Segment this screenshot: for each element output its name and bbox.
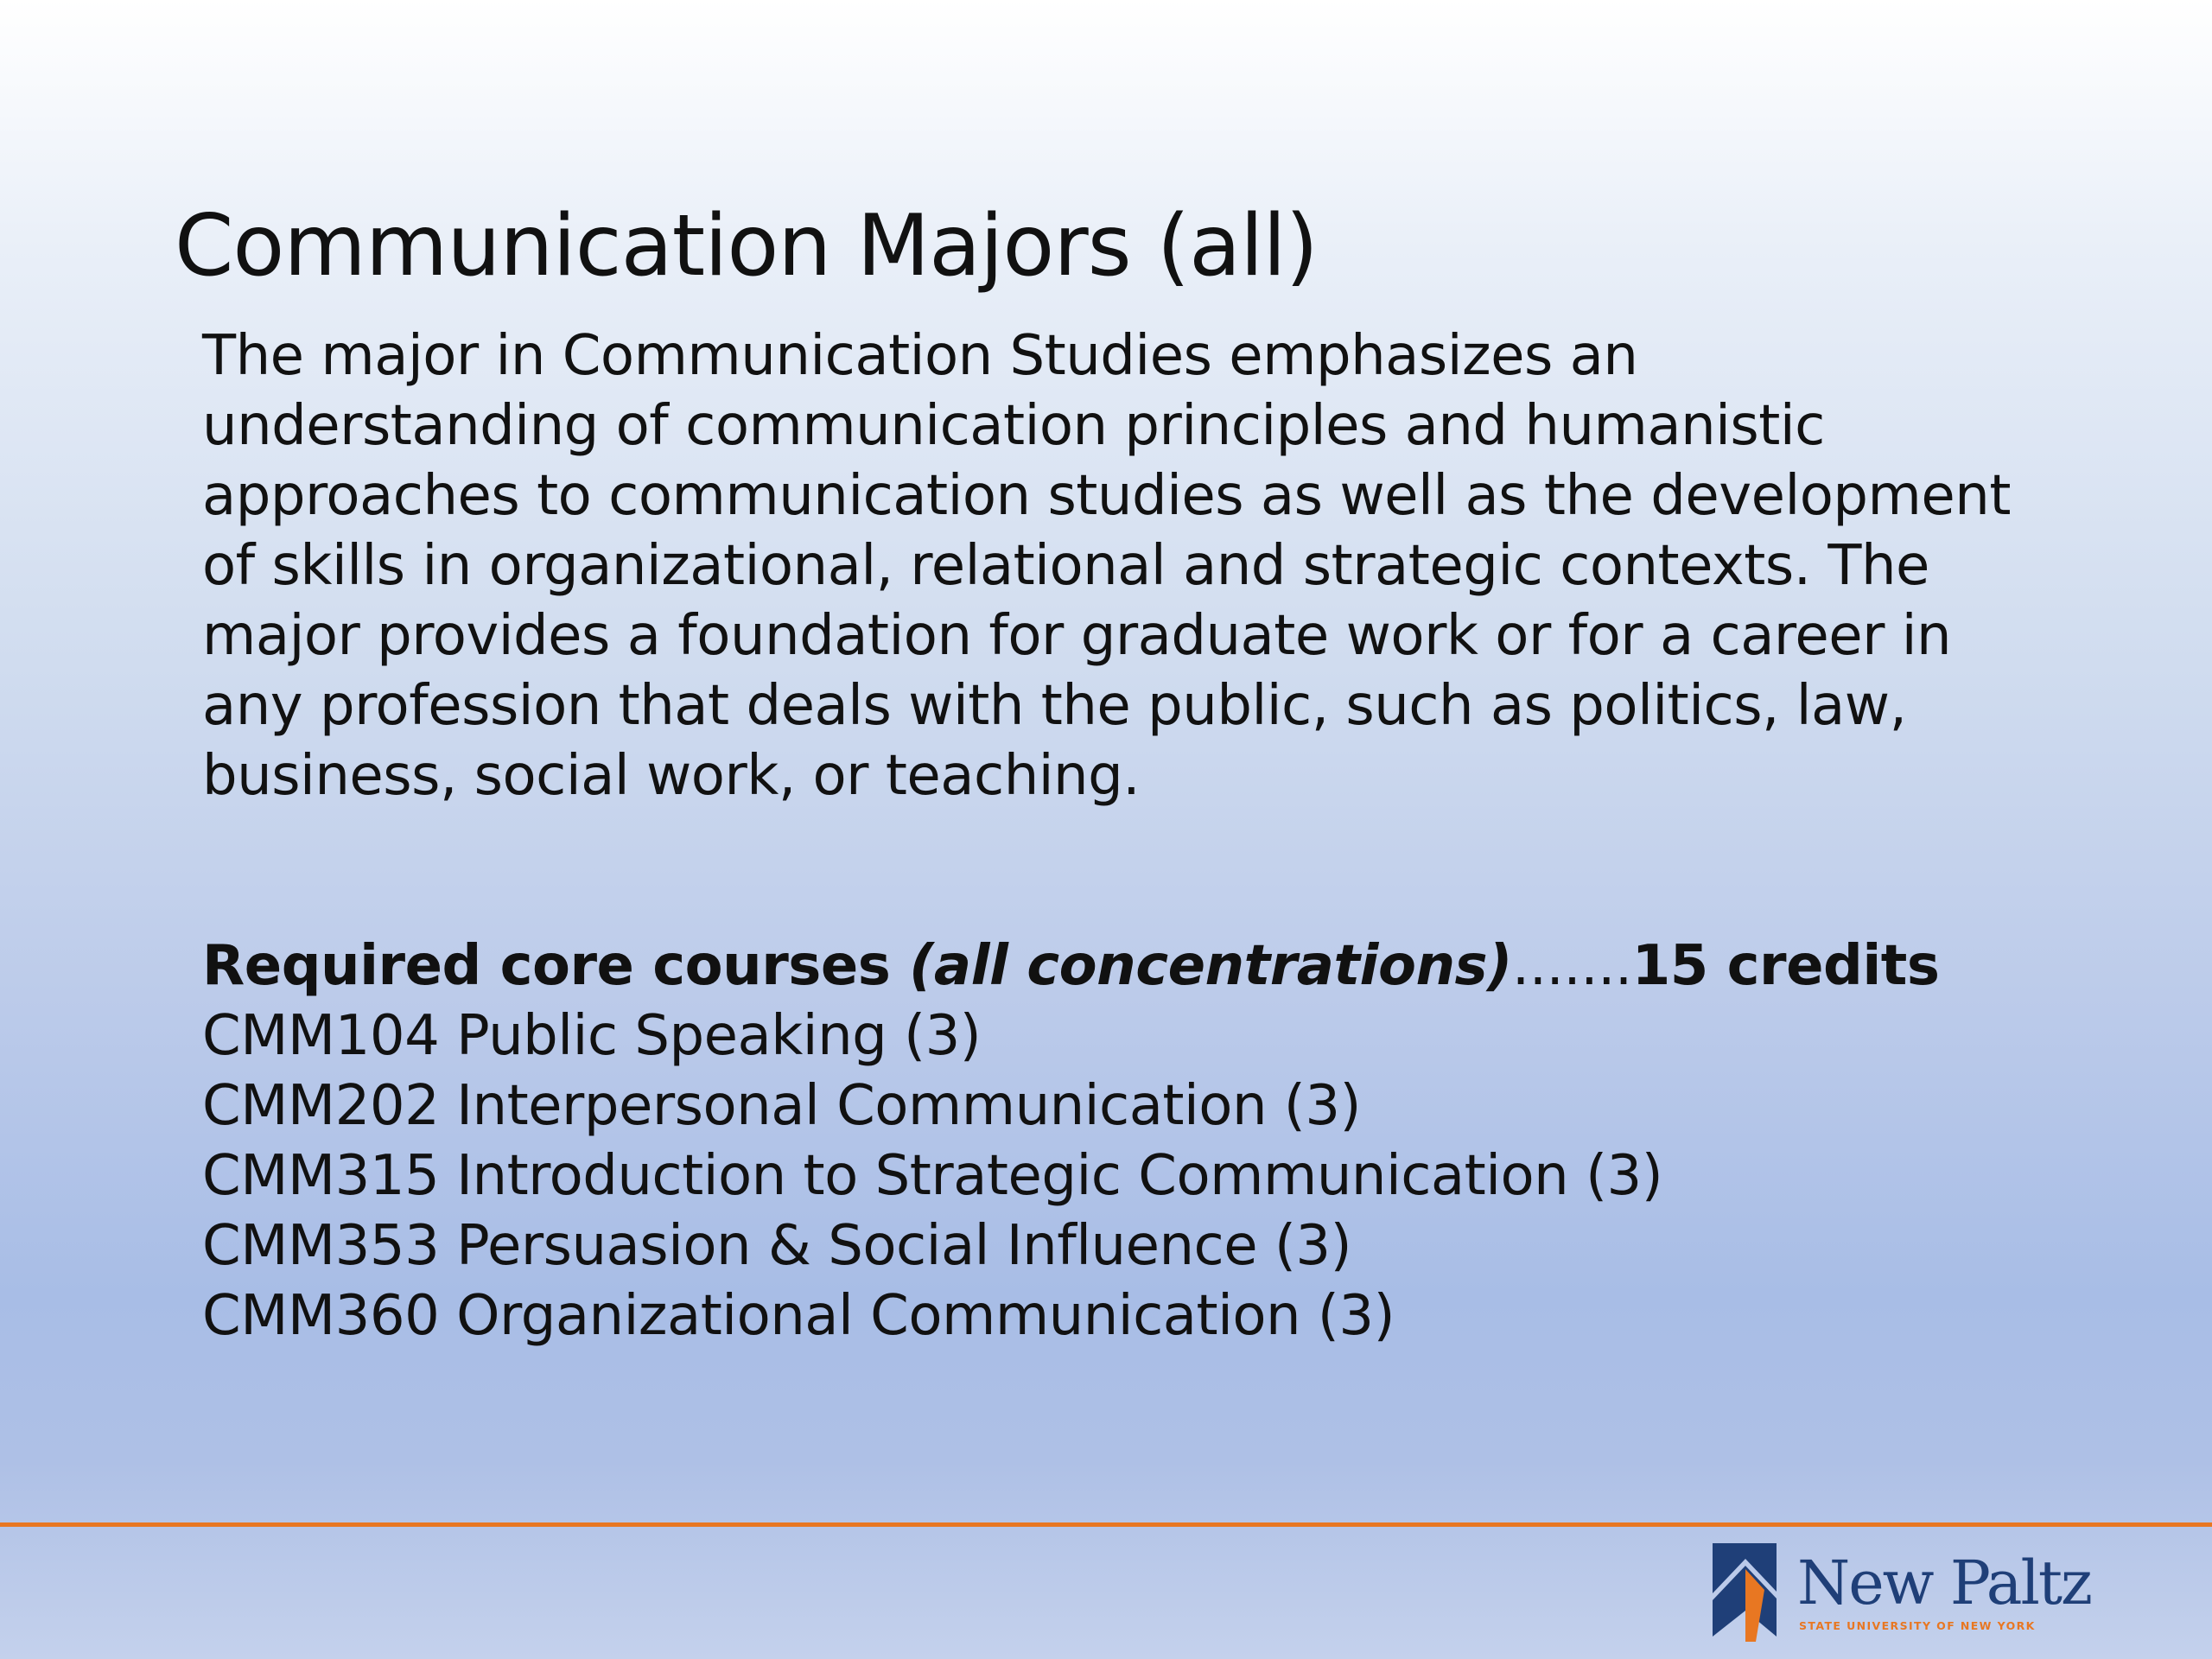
list-item: CMM360 Organizational Communication (3) bbox=[202, 1284, 1395, 1348]
core-courses-heading bbox=[202, 931, 1939, 1001]
footer-divider bbox=[0, 1522, 2212, 1527]
logo-subtitle: STATE UNIVERSITY OF NEW YORK bbox=[1799, 1619, 2036, 1632]
new-paltz-mark-icon bbox=[1711, 1540, 1780, 1643]
core-heading-lead: Required core courses bbox=[202, 934, 910, 998]
logo-wordmark: New Paltz bbox=[1797, 1548, 2091, 1618]
list-item: CMM315 Introduction to Strategic Communication (3) bbox=[202, 1144, 1663, 1208]
core-heading-italic: (all concentrations) bbox=[909, 934, 1512, 998]
slide-title: Communication Majors (all) bbox=[175, 197, 1318, 296]
list-item: CMM202 Interpersonal Communication (3) bbox=[202, 1074, 1361, 1138]
core-courses-section bbox=[202, 931, 1939, 1351]
description-paragraph: The major in Communication Studies emphasizes an understanding of communication principles and humanistic approaches to communication studies as well as the development of skills in organizational, relational and strategic contexts. The major provides a foundation for graduate work or for a career in any profession that deals with the public, such as politics, law, business, social work, or teaching. bbox=[202, 324, 2011, 808]
list-item: CMM104 Public Speaking (3) bbox=[202, 1004, 982, 1068]
core-heading-credits: 15 credits bbox=[1631, 934, 1940, 998]
list-item: CMM353 Persuasion & Social Influence (3) bbox=[202, 1214, 1352, 1278]
course-list bbox=[202, 1001, 1939, 1351]
core-heading-dots: ....... bbox=[1511, 934, 1632, 998]
new-paltz-logo bbox=[1711, 1540, 2091, 1643]
major-description bbox=[202, 321, 2060, 811]
